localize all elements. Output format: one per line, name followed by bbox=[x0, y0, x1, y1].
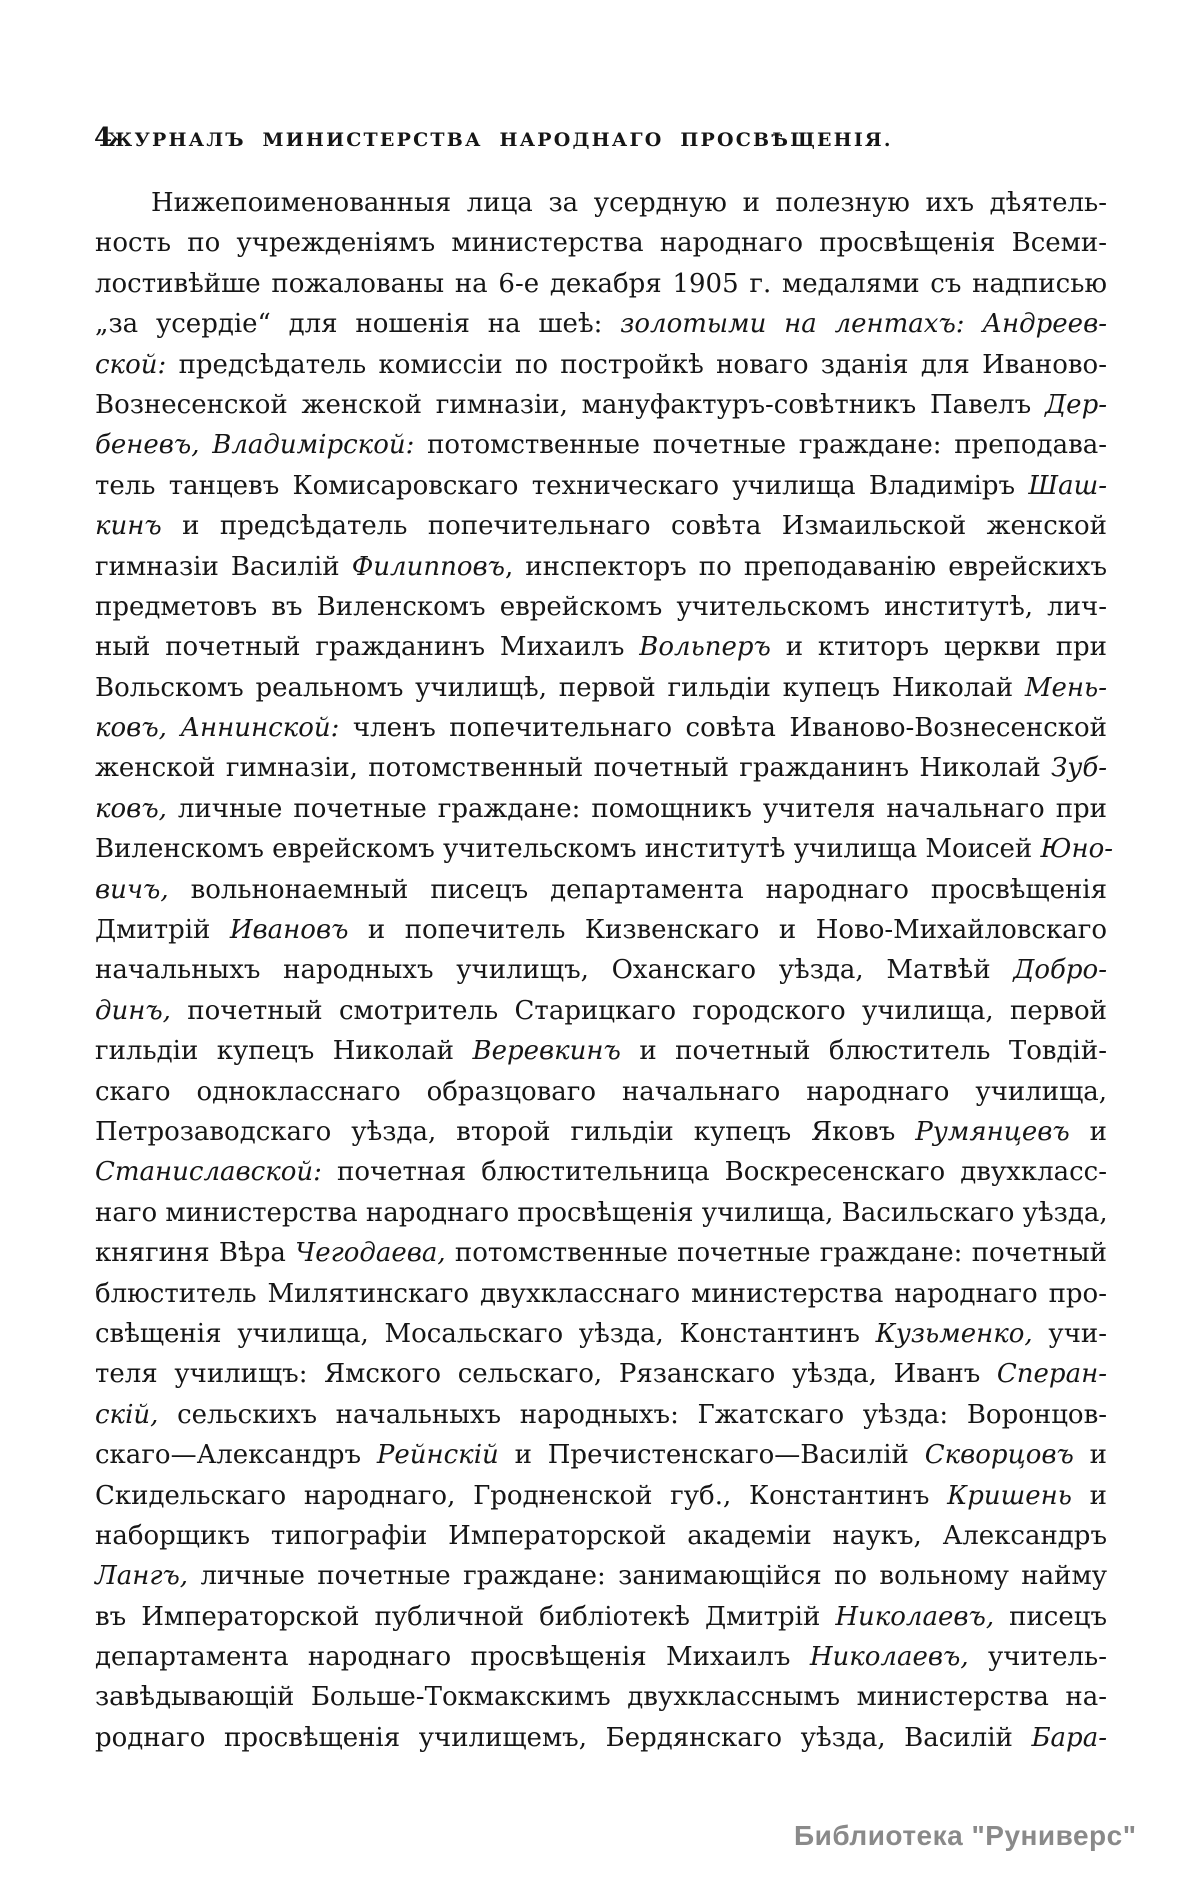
text-segment: въ Императорской публичной библіотекѣ Дмитрій bbox=[95, 1601, 836, 1632]
text-line bbox=[95, 587, 1107, 627]
text-segment: теля училищъ: Ямского сельскаго, Рязанскаго уѣзда, Иванъ bbox=[95, 1359, 997, 1390]
italic-text-segment: Веревкинъ bbox=[472, 1036, 621, 1067]
text-line bbox=[95, 1677, 1107, 1717]
text-line bbox=[95, 547, 1107, 587]
text-line bbox=[95, 870, 1107, 910]
text-line bbox=[95, 950, 1107, 990]
text-line bbox=[95, 304, 1107, 344]
text-segment: Нижепоименованныя лица за усердную и полезную ихъ дѣятель- bbox=[151, 188, 1107, 218]
text-segment: писецъ bbox=[994, 1601, 1107, 1632]
text-line bbox=[95, 627, 1107, 667]
text-segment: Виленскомъ еврейскомъ учительскомъ институтѣ училища Моисей bbox=[95, 834, 1041, 865]
text-segment: женской гимназіи, потомственный почетный гражданинъ Николай bbox=[95, 753, 1052, 784]
watermark: Библиотека "Руниверс" bbox=[794, 1820, 1137, 1851]
text-line bbox=[95, 1516, 1107, 1556]
text-segment: предметовъ въ Виленскомъ еврейскомъ учительскомъ институтѣ, лич- bbox=[95, 591, 1107, 622]
italic-text-segment: Николаевъ, bbox=[835, 1601, 995, 1632]
text-segment: начальныхъ народныхъ училищъ, Оханскаго уѣзда, Матвѣй bbox=[95, 955, 1014, 986]
text-segment: княгиня Вѣра bbox=[95, 1238, 296, 1269]
italic-text-segment: ковъ, Аннинской: bbox=[95, 713, 340, 744]
italic-text-segment: Мень- bbox=[1024, 672, 1107, 703]
text-segment: роднаго просвѣщенія училищемъ, Бердянскаго уѣзда, Василій bbox=[95, 1722, 1032, 1753]
italic-text-segment: Лангъ, bbox=[95, 1561, 189, 1592]
italic-text-segment: ской: bbox=[95, 349, 167, 380]
text-line bbox=[95, 708, 1107, 748]
text-segment: почетная блюстительница Воскресенскаго двухкласс- bbox=[321, 1157, 1107, 1188]
text-segment: почетный смотритель Старицкаго городского училища, первой bbox=[170, 995, 1107, 1026]
text-segment: Скидельскаго народнаго, Гродненской губ., Константинъ bbox=[95, 1480, 948, 1511]
text-line bbox=[95, 1314, 1107, 1354]
italic-text-segment: вичъ, bbox=[95, 874, 169, 905]
text-line bbox=[95, 1395, 1107, 1435]
text-segment: лостивѣйше пожалованы на 6-е декабря 1905 г. медалями съ надписью bbox=[95, 268, 1107, 299]
text-segment: учитель- bbox=[968, 1642, 1107, 1673]
text-segment: предсѣдатель комиссіи по постройкѣ новаго зданія для Иваново- bbox=[166, 349, 1107, 380]
italic-text-segment: Сперан- bbox=[996, 1359, 1107, 1390]
italic-text-segment: Филипповъ bbox=[351, 551, 505, 582]
text-line bbox=[95, 1718, 1107, 1758]
text-segment: и bbox=[1071, 1480, 1107, 1511]
text-block bbox=[95, 183, 1114, 1758]
text-line bbox=[95, 1637, 1107, 1677]
text-segment: личные почетные граждане: занимающійся по вольному найму bbox=[188, 1561, 1107, 1592]
italic-text-segment: Кузьменко, bbox=[875, 1318, 1033, 1349]
text-segment: Вольскомъ реальномъ училищѣ, первой гильдіи купецъ Николай bbox=[95, 672, 1025, 703]
text-segment: Вознесенской женской гимназіи, мануфактуръ-совѣтникъ Павелъ bbox=[95, 389, 1046, 420]
text-segment: сельскихъ начальныхъ народныхъ: Гжатскаго уѣзда: Воронцов- bbox=[158, 1399, 1107, 1430]
italic-text-segment: Румянцевъ bbox=[915, 1116, 1070, 1147]
text-segment: свѣщенія училища, Мосальскаго уѣзда, Константинъ bbox=[95, 1318, 876, 1349]
text-segment: наго министерства народнаго просвѣщенія училища, Васильскаго уѣзда, bbox=[95, 1197, 1108, 1228]
text-line bbox=[95, 910, 1107, 950]
italic-text-segment: Ивановъ bbox=[229, 915, 349, 946]
italic-text-segment: Вольперъ bbox=[639, 632, 771, 663]
italic-text-segment: Добро- bbox=[1013, 955, 1107, 986]
text-line bbox=[95, 1435, 1107, 1475]
italic-text-segment: беневъ, Владимірской: bbox=[95, 430, 415, 461]
italic-text-segment: Бара- bbox=[1031, 1722, 1107, 1753]
text-line bbox=[95, 668, 1107, 708]
text-segment: Петрозаводскаго уѣзда, второй гильдіи купецъ Яковъ bbox=[95, 1116, 916, 1147]
text-segment: и bbox=[1069, 1116, 1107, 1147]
text-segment: потомственные почетные граждане: почетный bbox=[445, 1238, 1107, 1269]
text-segment: и ктиторъ церкви при bbox=[770, 632, 1108, 663]
text-segment: и почетный блюститель Товдій- bbox=[620, 1036, 1107, 1067]
text-segment: тель танцевъ Комисаровскаго техническаго училища Владиміръ bbox=[95, 470, 1029, 501]
text-segment: департамента народнаго просвѣщенія Михаилъ bbox=[95, 1642, 810, 1673]
text-line bbox=[95, 223, 1107, 263]
text-segment: личные почетные граждане: помощникъ учителя начальнаго при bbox=[166, 793, 1107, 824]
text-line bbox=[95, 829, 1114, 869]
text-line bbox=[95, 1112, 1107, 1152]
text-line bbox=[95, 1476, 1107, 1516]
text-line bbox=[95, 991, 1107, 1031]
text-line bbox=[95, 183, 1107, 223]
text-segment: скаго—Александръ bbox=[95, 1440, 377, 1471]
text-segment: гимназіи Василій bbox=[95, 551, 352, 582]
text-segment: „за усердіе“ для ношенія на шеѣ: bbox=[95, 309, 621, 340]
text-line bbox=[95, 1152, 1107, 1192]
italic-text-segment: скій, bbox=[95, 1399, 159, 1430]
text-line bbox=[95, 748, 1107, 788]
running-title: ЖУРНАЛЪ МИНИСТЕРСТВА НАРОДНАГО ПРОСВѢЩЕНІЯ. bbox=[107, 129, 893, 151]
text-segment: и bbox=[1073, 1440, 1107, 1471]
italic-text-segment: Рейнскій bbox=[376, 1440, 499, 1471]
text-line bbox=[95, 1031, 1107, 1071]
italic-text-segment: Дер- bbox=[1045, 389, 1107, 420]
italic-text-segment: Скворцовъ bbox=[924, 1440, 1074, 1471]
text-line bbox=[95, 1274, 1107, 1314]
text-line bbox=[95, 1597, 1107, 1637]
text-segment: и попечитель Кизвенскаго и Ново-Михайловскаго bbox=[348, 915, 1107, 946]
text-line bbox=[95, 789, 1107, 829]
italic-text-segment: Зуб- bbox=[1051, 753, 1107, 784]
text-segment: скаго однокласснаго образцоваго начальнаго народнаго училища, bbox=[95, 1076, 1107, 1107]
text-line bbox=[95, 385, 1107, 425]
text-line bbox=[95, 264, 1107, 304]
text-segment: гильдіи купецъ Николай bbox=[95, 1036, 473, 1067]
text-line bbox=[95, 466, 1107, 506]
italic-text-segment: динъ, bbox=[95, 995, 171, 1026]
italic-text-segment: Станиславской: bbox=[95, 1157, 322, 1188]
italic-text-segment: золотыми на лентахъ: Андреев- bbox=[620, 309, 1107, 340]
text-segment: наборщикъ типографіи Императорской академіи наукъ, Александръ bbox=[95, 1520, 1107, 1551]
text-segment: и Пречистенскаго—Василій bbox=[498, 1440, 925, 1471]
italic-text-segment: Чегодаева, bbox=[295, 1238, 446, 1269]
text-segment: , инспекторъ по преподаванію еврейскихъ bbox=[504, 551, 1107, 582]
text-line bbox=[95, 345, 1107, 385]
text-line bbox=[95, 1072, 1107, 1112]
text-segment: ность по учрежденіямъ министерства народнаго просвѣщенія Всеми- bbox=[95, 228, 1107, 259]
text-segment: членъ попечительнаго совѣта Иваново-Вознесенской bbox=[339, 713, 1107, 744]
italic-text-segment: Кришень bbox=[947, 1480, 1072, 1511]
text-segment: потомственные почетные граждане: преподава- bbox=[414, 430, 1107, 461]
text-segment: ный почетный гражданинъ Михаилъ bbox=[95, 632, 640, 663]
italic-text-segment: Шаш- bbox=[1028, 470, 1107, 501]
italic-text-segment: ковъ, bbox=[95, 793, 167, 824]
text-segment: блюститель Милятинскаго двухкласснаго министерства народнаго про- bbox=[95, 1278, 1107, 1309]
text-line bbox=[95, 506, 1107, 546]
italic-text-segment: Николаевъ, bbox=[809, 1642, 969, 1673]
text-segment: учи- bbox=[1032, 1318, 1107, 1349]
italic-text-segment: Юно- bbox=[1040, 834, 1114, 865]
page-number: 4 bbox=[94, 123, 113, 153]
text-line bbox=[95, 425, 1107, 465]
text-line bbox=[95, 1193, 1107, 1233]
text-line bbox=[95, 1354, 1107, 1394]
text-line bbox=[95, 1233, 1107, 1273]
text-segment: Дмитрій bbox=[95, 915, 230, 946]
text-line bbox=[95, 1556, 1107, 1596]
text-segment: вольнонаемный писецъ департамента народнаго просвѣщенія bbox=[168, 874, 1107, 905]
text-segment: и предсѣдатель попечительнаго совѣта Измаильской женской bbox=[161, 511, 1107, 542]
italic-text-segment: кинъ bbox=[95, 511, 162, 542]
text-segment: завѣдывающій Больше-Токмакскимъ двухкласснымъ министерства на- bbox=[95, 1682, 1107, 1713]
